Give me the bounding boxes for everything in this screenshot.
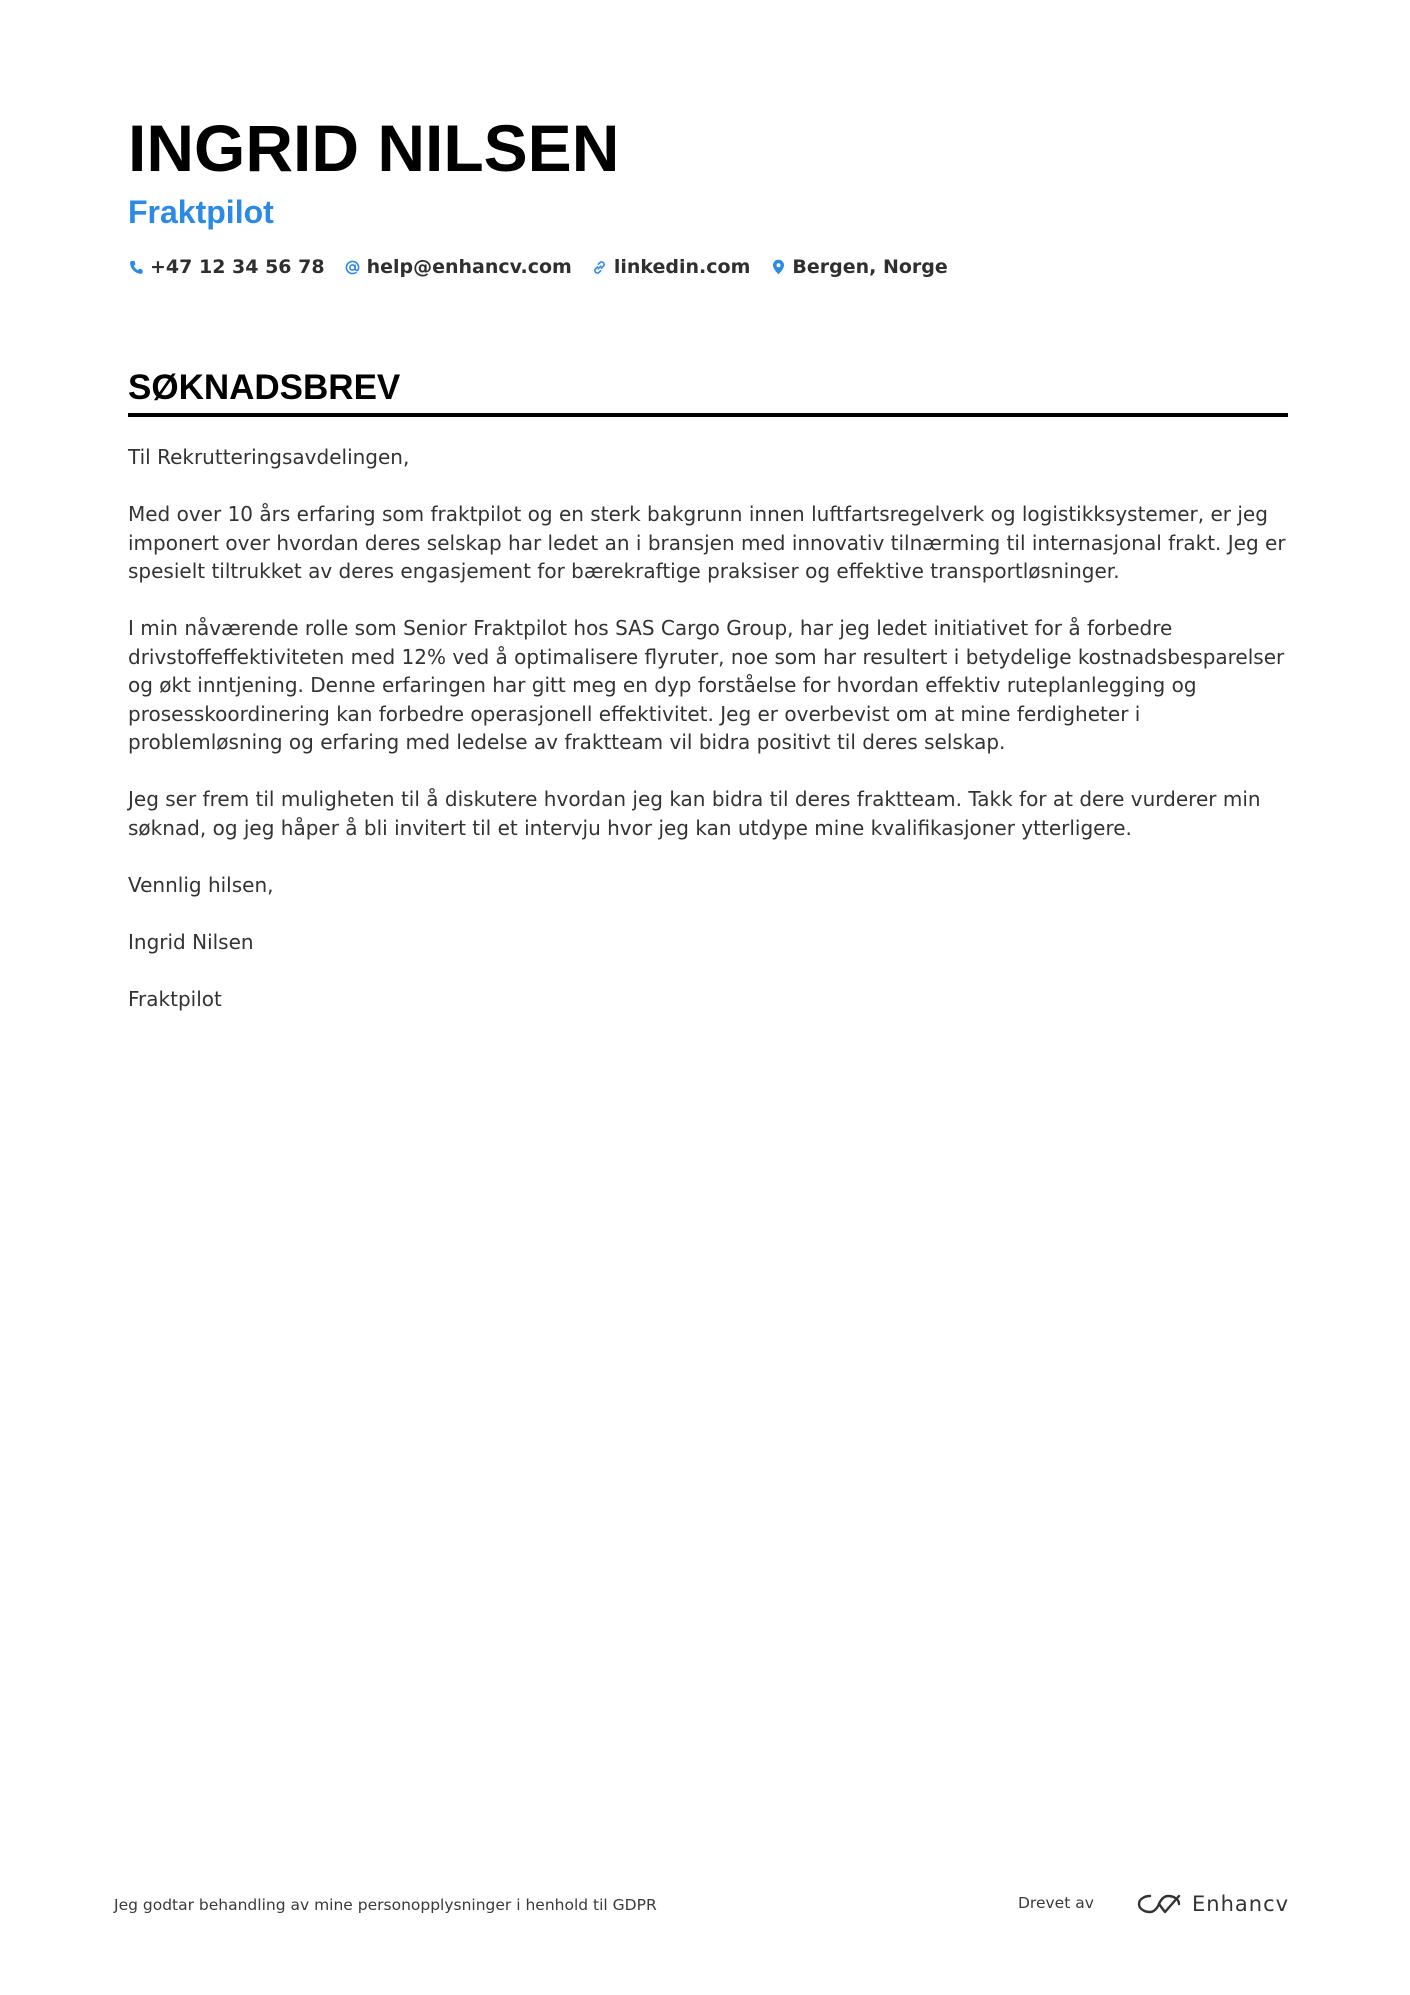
contact-location <box>770 256 947 278</box>
letter-signature-title: Fraktpilot <box>128 986 222 1011</box>
candidate-name: INGRID NILSEN <box>128 111 620 185</box>
at-icon <box>345 258 361 276</box>
powered-by-text: Drevet av <box>1018 1894 1094 1912</box>
location-pin-icon <box>770 258 786 276</box>
gdpr-consent-text: Jeg godtar behandling av mine personopplysninger i henhold til GDPR <box>114 1896 657 1914</box>
brand-logo[interactable] <box>1136 1888 1289 1920</box>
cover-letter-section <box>128 366 1288 1042</box>
contact-linkedin-text[interactable]: linkedin.com <box>613 256 751 278</box>
enhancv-logo-icon <box>1136 1892 1182 1916</box>
contact-location-text: Bergen, Norge <box>792 256 948 278</box>
phone-icon <box>128 258 144 276</box>
section-title: SØKNADSBREV <box>128 368 401 407</box>
section-divider <box>128 413 1288 417</box>
candidate-title: Fraktpilot <box>128 194 274 230</box>
letter-greeting: Til Rekrutteringsavdelingen, <box>128 445 410 469</box>
letter-body <box>128 443 1288 1013</box>
resume-header <box>128 108 1288 278</box>
letter-closing: Vennlig hilsen, <box>128 872 274 897</box>
contact-linkedin[interactable] <box>592 256 751 278</box>
letter-paragraph-1: Med over 10 års erfaring som fraktpilot og en sterk bakgrunn innen luftfartsregelverk og logistikksystemer, er jeg imponert over hvordan deres selskap har ledet an i bransjen med innovativ tilnærming til internasjonal frakt. Jeg er spesielt tiltrukket av deres engasjement for bærekraftige praksiser og effektive transportløsninger. <box>128 502 1286 583</box>
contact-phone-text: +47 12 34 56 78 <box>150 256 325 278</box>
page-footer <box>114 1888 1289 1928</box>
contact-email-text[interactable]: help@enhancv.com <box>366 256 572 278</box>
brand-name: Enhancv <box>1192 1892 1290 1916</box>
contact-email[interactable] <box>345 256 572 278</box>
letter-signature-name: Ingrid Nilsen <box>128 929 254 954</box>
letter-paragraph-3: Jeg ser frem til muligheten til å diskutere hvordan jeg kan bidra til deres fraktteam. Takk for at dere vurderer min søknad, og jeg håper å bli invitert til et intervju hvor jeg kan utdype mine kvalifikasjoner ytterligere. <box>128 787 1261 840</box>
contact-list <box>128 256 1288 278</box>
letter-paragraph-2: I min nåværende rolle som Senior Fraktpilot hos SAS Cargo Group, har jeg ledet initiativet for å forbedre drivstoffeffektiviteten med 12% ved å optimalisere flyruter, noe som har resultert i betydelige kostnadsbesparelser og økt inntjening. Denne erfaringen har gitt meg en dyp forståelse for hvordan effektiv ruteplanlegging og prosesskoordinering kan forbedre operasjonell effektivitet. Jeg er overbevist om at mine ferdigheter i problemløsning og erfaring med ledelse av fraktteam vil bidra positivt til deres selskap. <box>128 616 1285 754</box>
link-icon <box>592 258 608 276</box>
contact-phone <box>128 256 325 278</box>
